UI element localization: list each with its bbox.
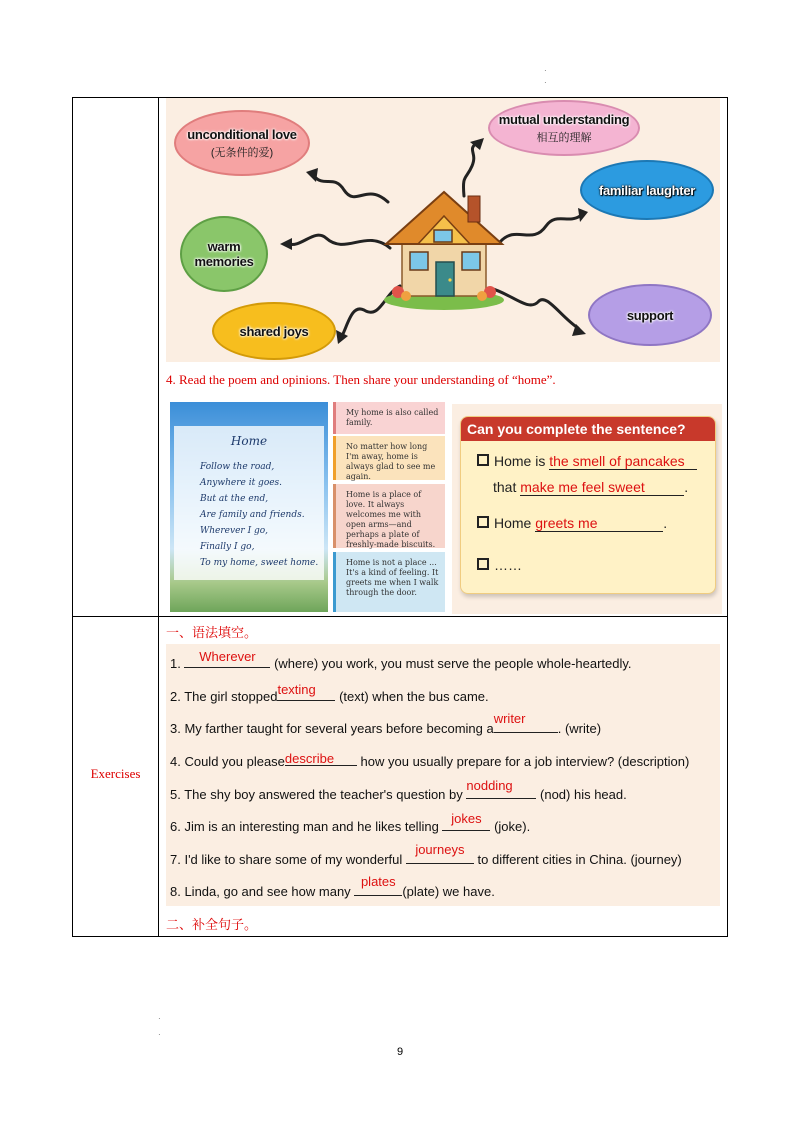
opinion-card: My home is also called family. [333,402,445,434]
scan-mark: · [158,1014,161,1023]
sentence-line-4: …… [477,557,522,573]
column-divider [158,98,159,936]
answer-text: the smell of pancakes [549,453,697,470]
poem-line: Anywhere it goes. [200,478,283,488]
exercise-heading-2: 二、补全句子。 [166,918,258,933]
question-2: 2. The girl stopped texting (text) when the bus came. [170,682,489,704]
poem-panel [174,426,324,580]
home-mindmap [166,98,720,362]
poem-line: To my home, sweet home. [200,558,319,568]
poem-line: But at the end, [200,494,269,504]
answer-blank: nodding [466,786,536,799]
answer-blank: Wherever [184,655,270,668]
scan-mark: · [158,1030,161,1039]
answer-text: greets me [535,515,663,532]
question-1: 1. Wherever (where) you work, you must serve the people whole-heartedly. [170,649,632,671]
bubble-familiar-laughter: familiar laughter [580,160,714,220]
poem-card [170,402,328,612]
poem-title: Home [230,434,268,448]
answer-text: make me feel sweet [520,479,684,496]
answer-blank: plates [354,883,402,896]
answer-blank: jokes [442,818,490,831]
bubble-unconditional-love: unconditional love (无条件的爱) [174,110,310,176]
exercises-label: Exercises [90,766,141,781]
answer-blank: journeys [406,851,474,864]
reading-instruction: 4. Read the poem and opinions. Then share your understanding of “home”. [166,372,556,387]
answer-blank: writer [494,720,558,733]
opinion-card: Home is not a place ... It's a kind of feeling. It greets me when I walk through the door. [333,552,445,612]
question-4: 4. Could you please describe how you usually prepare for a job interview? (description) [170,751,690,769]
checkbox-icon [477,454,489,466]
sentence-line-3: Home greets me . [477,515,667,532]
sentence-card-title: Can you complete the sentence? [461,417,715,441]
sentence-line-2: that make me feel sweet . [493,479,689,495]
question-7: 7. I'd like to share some of my wonderful journeys to different cities in China. (journey) [170,842,682,867]
checkbox-icon [477,558,489,570]
question-8: 8. Linda, go and see how many plates (plate) we have. [170,874,495,899]
poem-line: Follow the road, [200,462,275,472]
exercise-heading-1: 一、语法填空。 [166,626,258,641]
sentence-line-1: Home is the smell of pancakes [477,453,697,470]
answer-blank: describe [285,753,357,766]
scan-mark: · [544,66,547,75]
poem-line: Wherever I go, [200,526,269,536]
question-6: 6. Jim is an interesting man and he likes telling jokes (joke). [170,811,531,834]
answer-blank: texting [277,688,335,701]
sentence-card [452,404,722,614]
poem-line: Are family and friends. [200,510,305,520]
poem-line: Finally I go, [200,542,255,552]
bubble-shared-joys: shared joys [212,302,336,360]
question-5: 5. The shy boy answered the teacher's question by nodding (nod) his head. [170,778,627,802]
bubble-support: support [588,284,712,346]
bubble-warm-memories: warm memories [180,216,268,292]
row-divider [73,616,727,617]
question-3: 3. My farther taught for several years before becoming a writer . (write) [170,711,602,736]
opinion-card: Home is a place of love. It always welcomes me with open arms—and perhaps a plate of freshly-made biscuits. [333,484,445,548]
opinion-card: No matter how long I'm away, home is always glad to see me again. [333,436,445,480]
page-number: 9 [396,1046,404,1058]
sentence-card-panel [460,416,716,594]
house-illustration [380,182,510,312]
scan-mark: · [544,78,547,87]
bubble-mutual-understanding: mutual understanding 相互的理解 [488,100,640,156]
checkbox-icon [477,516,489,528]
